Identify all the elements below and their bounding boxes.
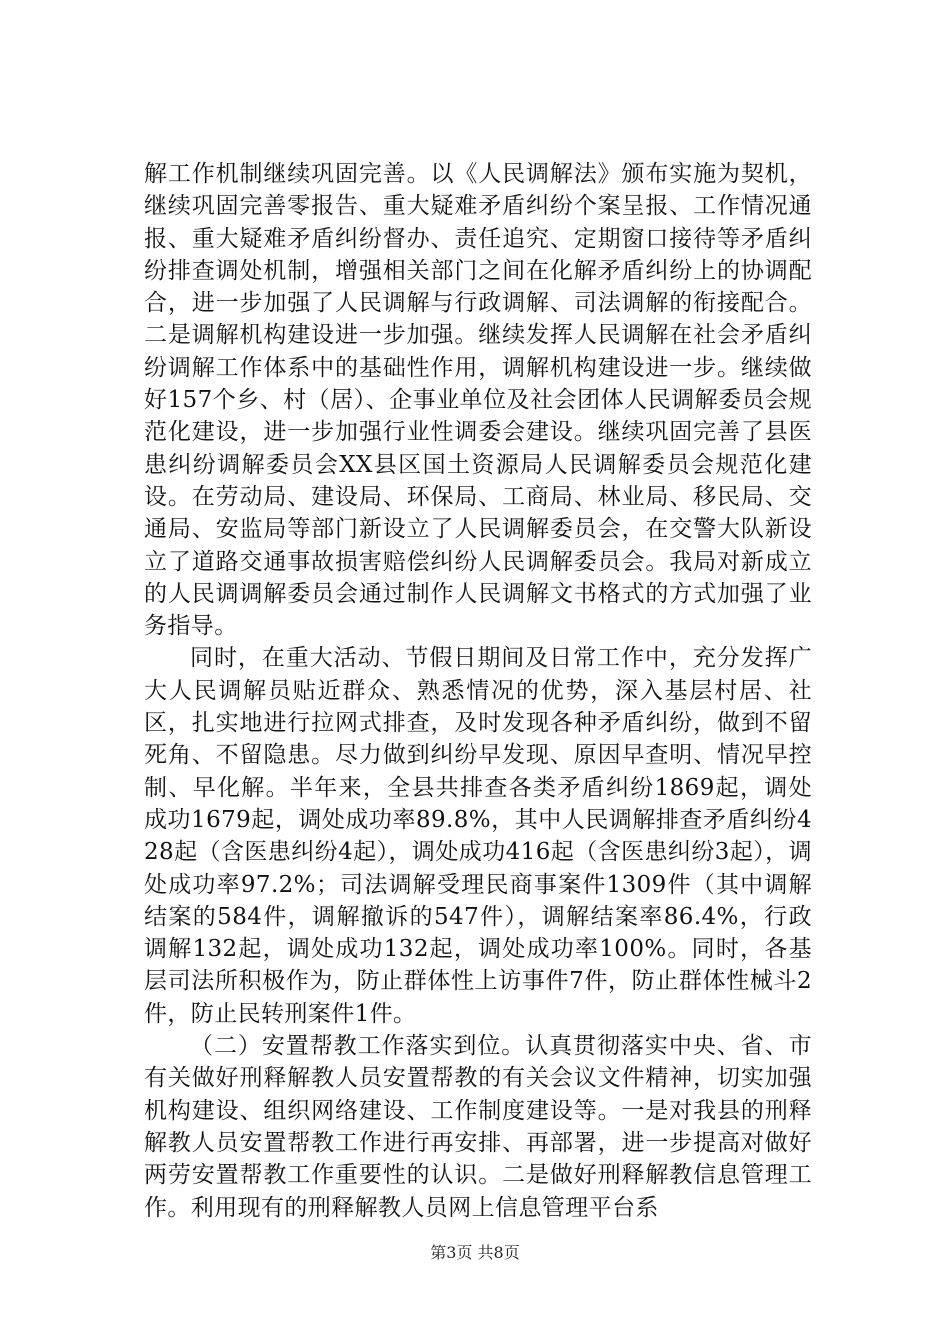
document-body [144,158,812,1224]
page-footer: 第3页 共8页 [430,1243,520,1262]
paragraph-3: （二）安置帮教工作落实到位。认真贯彻落实中央、省、市有关做好刑释解教人员安置帮教的有关会议文件精神，切实加强机构建设、组织网络建设、工作制度建设等。一是对我县的刑释解教人员安置帮教工作进行再安排、再部署，进一步提高对做好两劳安置帮教工作重要性的认识。二是做好刑释解教信息管理工作。利用现有的刑释解教人员网上信息管理平台系 [144,1033,812,1221]
paragraph-1: 解工作机制继续巩固完善。以《人民调解法》颁布实施为契机，继续巩固完善零报告、重大疑难矛盾纠纷个案呈报、工作情况通报、重大疑难矛盾纠纷督办、责任追究、定期窗口接待等矛盾纠纷排查调处机制，增强相关部门之间在化解矛盾纠纷上的协调配合，进一步加强了人民调解与行政调解、司法调解的衔接配合。二是调解机构建设进一步加强。继续发挥人民调解在社会矛盾纠纷调解工作体系中的基础性作用，调解机构建设进一步。继续做好157个乡、村（居）、企事业单位及社会团体人民调解委员会规范化建设，进一步加强行业性调委会建设。继续巩固完善了县医患纠纷调解委员会XX县区国土资源局人民调解委员会规范化建设。在劳动局、建设局、环保局、工商局、林业局、移民局、交通局、安监局等部门新设立了人民调解委员会，在交警大队新设立了道路交通事故损害赔偿纠纷人民调解委员会。我局对新成立的人民调调解委员会通过制作人民调解文书格式的方式加强了业务指导。 [144,161,812,640]
paragraph-2: 同时，在重大活动、节假日期间及日常工作中，充分发挥广大人民调解员贴近群众、熟悉情况的优势，深入基层村居、社区，扎实地进行拉网式排查，及时发现各种矛盾纠纷，做到不留死角、不留隐患。尽力做到纠纷早发现、原因早查明、情况早控制、早化解。半年来，全县共排查各类矛盾纠纷1869起，调处成功1679起，调处成功率89.8%，其中人民调解排查矛盾纠纷428起（含医患纠纷4起），调处成功416起（含医患纠纷3起），调处成功率97.2%；司法调解受理民商事案件1309件（其中调解结案的584件，调解撤诉的547件），调解结案率86.4%，行政调解132起，调处成功132起，调处成功率100%。同时，各基层司法所积极作为，防止群体性上访事件7件，防止群体性械斗2件，防止民转刑案件1件。 [144,645,812,1027]
